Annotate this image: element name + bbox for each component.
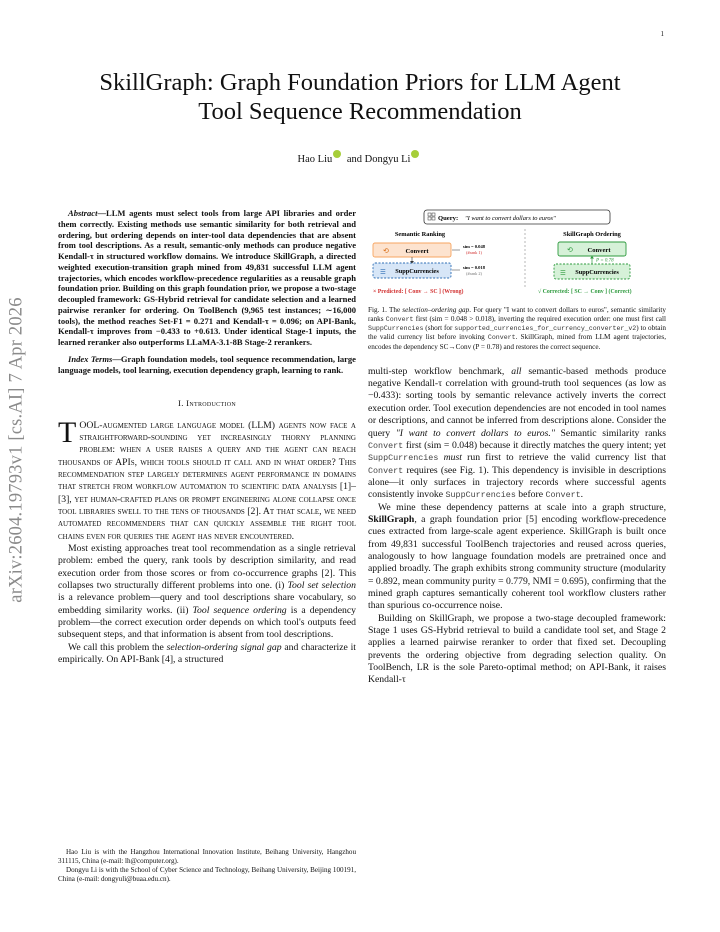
convert-icon: ⟲ [383,247,389,255]
code-term: SuppCurrencies [445,490,516,501]
figure-1 [368,208,666,352]
supp-label-left: SuppCurrencies [395,268,439,275]
intro-p3-b: and characterize it empirically. On API-Bank [4], a structured [58,641,356,666]
term-signal-gap: selection-ordering signal gap [166,641,282,653]
left-column [58,208,356,666]
body-text: first (sim = 0.048) because it directly matches the query intent; yet [403,439,666,451]
intro-paragraph-3 [58,642,356,667]
term-tool-sequence-ordering: Tool sequence ordering [192,604,287,616]
code-term: Convert [368,465,404,476]
emphasis: all [511,365,522,377]
term-tool-set-selection: Tool set selection [287,580,356,592]
caption-text: first (sim = 0.048 > 0.018), inverting the required execution order: one must first call [413,315,666,324]
example-query: "I want to convert dollars to euros." [395,427,555,439]
footnote-1: Hao Liu is with the Hangzhou International Innovation Institute, Beihang University, Hangzhou 311115, China (e-mail: lh@computer.org). [58,848,356,866]
caption-text: . For query "I want to convert dollars to euros", semantic similarity ranks [368,306,667,324]
drop-cap: T [58,415,77,449]
corrected-label: √ Corrected: [ SC → Conv ] (Correct) [538,289,632,295]
page-number: 1 [660,30,664,38]
rank-convert: (#rank 1) [466,250,482,255]
code-term: Convert [368,440,404,451]
figure-1-diagram [368,208,666,300]
right-column-body [368,366,666,687]
index-terms-text: —Graph foundation models, tool sequence recommendation, large language models, tool learning, execution dependency graph, learning to rank. [58,353,356,375]
right-paragraph-2 [368,502,666,613]
convert-label-right: Convert [587,247,611,254]
caption-code: supported_currencies_for_currency_converter_v2 [454,325,637,333]
supp-label-right: SuppCurrencies [575,269,619,276]
caption-text: ) to obtain the valid currency list before invoking [368,324,666,342]
code-term: SuppCurrencies [368,453,439,464]
arxiv-identifier[interactable] [6,160,28,740]
body-text: requires (see Fig. 1). This dependency is invisible in descriptions alone—it only surfaces in trajectory records where successful agents consistently invoke [368,464,666,501]
arxiv-identifier-text: arXiv:2604.19793v1 [cs.AI] 7 Apr 2026 [6,297,27,603]
predicted-wrong-label: × Predicted: [ Conv → SC ] (Wrong) [373,289,464,295]
body-text: semantic-based methods produce negative Kendall-τ correlation with ground-truth tool sequences (as low as −0.433): sorting tools by semantic relevance actively inverts the correct execution order. Tool execution dependencies are not encoded in tool names or descriptions, and cannot be inferred from descriptions alone. Consider the query [368,365,666,439]
skillgraph-term: SkillGraph [368,513,415,525]
caption-text: The [386,306,403,314]
convert-label-left: Convert [405,248,429,255]
intro-p1-text: OOL-augmented large language model (LLM) agents now face a straightforward-sounding yet increasingly thorny planning problem: when a user raises a query and the agent can reach thousands of APIs, which tools should it call and in what order? This recommendation step largely determines agent performance in domains that stretch from workflow automation to scientific data analysis [1]–[3], yet human-crafted plans or prompt engineering alone collapse once tool libraries swell to the tens of thousands [2]. At that scale, we need automated recommenders that can quickly assemble the right tool chains even for queries the agent has never encountered. [58,419,356,542]
body-text: Semantic similarity ranks [554,427,666,439]
right-paragraph-3: Building on SkillGraph, we propose a two-stage decoupled framework: Stage 1 uses GS-Hybrid retrieval to build a candidate tool set, and Stage 2 applies a learned pairwise reranker to order that fixed set. Decoupling prevents the ordering objective from degrading selection quality. On ToolBench, LR is the sole Pareto-optimal method; on API-Bank, it raises Kendall-τ [368,612,666,686]
body-text: We mine these dependency patterns at scale into a graph structure, [378,501,666,513]
author-2: Dongyu Li [364,154,411,165]
section-heading: I. Introduction [178,398,236,409]
caption-code: Convert [487,334,516,342]
body-text: . [580,489,584,501]
affiliation-footnotes [58,848,356,884]
caption-italic: selection–ordering gap [402,306,470,314]
orcid-icon[interactable] [411,150,419,158]
body-text: multi-step workflow benchmark, [368,365,512,377]
figure-1-caption [368,306,666,352]
author-1: Hao Liu [297,154,333,165]
intro-p2-b: is a relevance problem—query and tool descriptions share vocabulary, so embedding similarity works. (ii) [58,592,356,616]
list-icon: ☰ [380,268,386,276]
code-term: Convert [545,490,581,501]
semantic-ranking-heading: Semantic Ranking [394,231,446,238]
caption-text: (short for [423,324,455,333]
rank-supp: (#rank 2) [466,271,482,276]
intro-p3-a: We call this problem the [68,641,167,653]
caption-text: . SkillGraph, mined from LLM agent trajectories, encodes the dependency SC→Conv (P = 0.78) and restores the correct sequence. [368,333,666,351]
index-terms [58,354,356,376]
abstract-text: —LLM agents must select tools from large API libraries and order them correctly. Existing methods use semantic similarity for both retrieval and ordering, but ordering depends on inter-tool data dependencies that are absent from tool descriptions. As a result, semantic-only methods can produce negative Kendall-τ in structured workflow domains. We introduce SkillGraph, a directed weighted execution-transition graph mined from 49,831 successful LLM agent trajectories, which encodes workflow-precedence regularities as a reusable graph foundation prior. Building on this graph foundation prior, we propose a two-stage decoupled framework: GS-Hybrid retrieval for candidate selection and a learned pairwise reranker for ordering. On ToolBench (9,965 test instances; ∼16,000 tools), the method reaches Set-F1 = 0.271 and Kendall-τ = 0.096; on API-Bank, Kendall-τ improves from −0.433 to +0.613. Under identical Stage-1 inputs, the learned reranker also outperforms LLaMA-3.1-8B Stage-2 rerankers. [58,208,356,347]
caption-label: Fig. 1. [368,306,387,314]
footnote-2: Dongyu Li is with the School of Cyber Science and Technology, Beihang University, Beijing 100191, China (e-mail: dongyuli@buaa.edu.cn). [58,866,356,884]
abstract [58,208,356,348]
right-column [368,208,666,687]
author-line [80,150,640,165]
caption-code: SuppCurrencies [368,325,424,333]
query-label: Query: [438,215,459,222]
emphasis: must [443,452,462,464]
author-conjunction: and [346,154,363,165]
intro-p2-c: is a dependency problem—the correct execution order depends on which tool's outputs feed subsequent steps, and that information is absent from tool descriptions. [58,604,356,641]
sim-score-supp: sim = 0.018 [462,265,486,270]
abstract-label: Abstract [68,208,98,218]
transition-probability: P = 0.78 [596,258,614,264]
paper-title: SkillGraph: Graph Foundation Priors for LLM Agent Tool Sequence Recommendation [99,69,621,125]
list-icon: ☰ [560,269,566,277]
intro-paragraph-1 [58,415,356,543]
intro-paragraph-2 [58,543,356,642]
intro-p2-a: Most existing approaches treat tool recommendation as a single retrieval problem: embed the query, rank tools by description similarity, and read execution order from those scores or from co-occurrence graphs [2]. This collapses two structurally different problems into one. (i) [58,543,356,592]
query-text: "I want to convert dollars to euros" [465,215,556,222]
body-text: run first to retrieve the valid currency list that [461,452,667,464]
right-paragraph-1 [368,366,666,502]
skillgraph-ordering-heading: SkillGraph Ordering [563,231,621,238]
body-text: before [515,489,546,501]
orcid-icon[interactable] [333,150,341,158]
sim-score-convert: sim = 0.048 [462,244,486,249]
body-text: , a graph foundation prior [5] encoding workflow-precedence cues extracted from large-scale agent experience. SkillGraph is built once from 49,831 successful ToolBench trajectories and reused across queries, analogously to how language foundation models are pretrained once and applied broadly. The graph exhibits strong community structure (modularity = 0.892, mean community purity = 0.779, NMI = 0.695), confirming that the mined graph captures semantically coherent tool workflow clusters rather than spurious co-occurrence noise. [368,513,666,612]
convert-icon: ⟲ [567,246,573,254]
caption-code: Convert [385,316,414,324]
index-terms-label: Index Terms [68,353,113,364]
